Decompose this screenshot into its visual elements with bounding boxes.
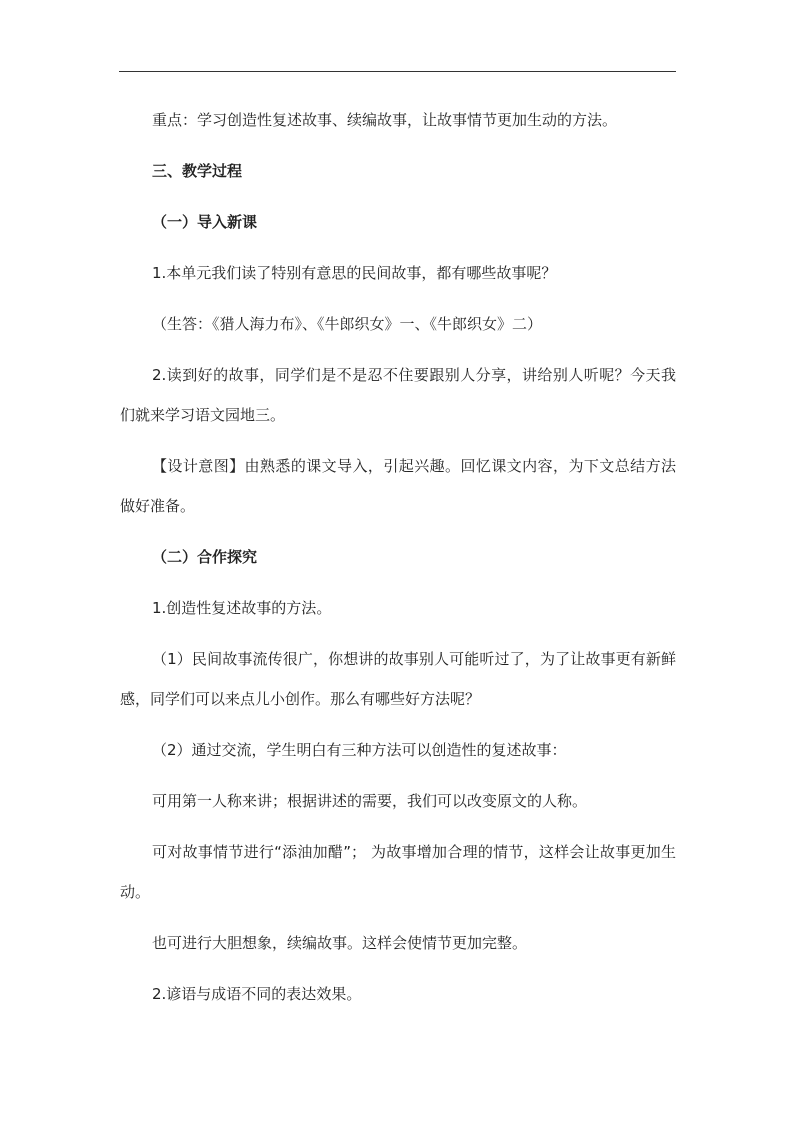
subheading-cooperative-inquiry: （二）合作探究: [152, 548, 258, 566]
subheading-introduction: （一）导入新课: [152, 213, 258, 231]
key-point-paragraph: 重点：学习创造性复述故事、续编故事，让故事情节更加生动的方法。: [152, 111, 618, 129]
paragraph-question-2: 2.读到好的故事，同学们是不是忍不住要跟别人分享，讲给别人听呢？今天我们就来学习语文园地三。: [120, 366, 676, 424]
paragraph-imagination: 也可进行大胆想象，续编故事。这样会使情节更加完整。: [152, 934, 528, 952]
paragraph-first-person: 可用第一人称来讲；根据讲述的需要，我们可以改变原文的人称。: [152, 792, 588, 810]
paragraph-proverbs: 2.谚语与成语不同的表达效果。: [152, 985, 362, 1003]
section-heading-teaching-process: 三、教学过程: [152, 162, 243, 180]
paragraph-design-intent: 【设计意图】由熟悉的课文导入，引起兴趣。回忆课文内容，为下文总结方法做好准备。: [120, 457, 676, 515]
paragraph-method-1: （1）民间故事流传很广，你想讲的故事别人可能听过了，为了让故事更有新鲜感，同学们可以来点儿小创作。那么有哪些好方法呢？: [120, 650, 676, 708]
paragraph-student-answer: （生答：《猎人海力布》、《牛郎织女》一、《牛郎织女》二）: [152, 315, 543, 333]
paragraph-method-title: 1.创造性复述故事的方法。: [152, 599, 332, 617]
paragraph-method-2: （2）通过交流，学生明白有三种方法可以创造性的复述故事：: [152, 741, 567, 759]
paragraph-question-1: 1.本单元我们读了特别有意思的民间故事，都有哪些故事呢？: [152, 264, 557, 282]
document-body: [120, 100, 676, 1025]
paragraph-add-plot: 可对故事情节进行“添油加醋”； 为故事增加合理的情节，这样会让故事更加生动。: [120, 843, 676, 901]
header-rule: [119, 71, 676, 72]
